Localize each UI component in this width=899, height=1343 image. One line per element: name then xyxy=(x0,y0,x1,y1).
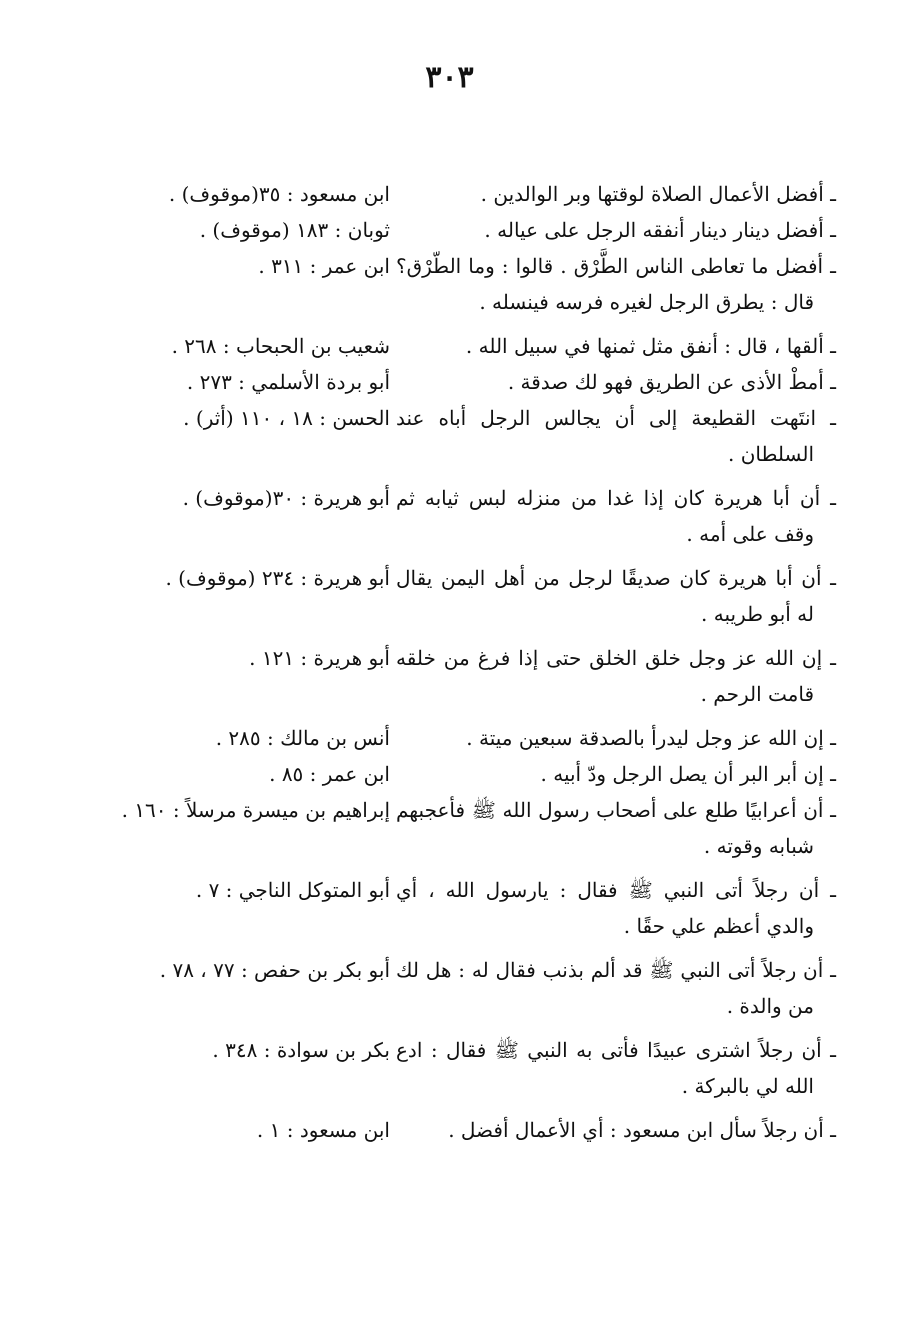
entry-text: ـ أن أبا هريرة كان إذا غدا من منزله لبس ثيابه ثم وقف على أمه . xyxy=(396,486,836,546)
entry-text: ـ أن أعرابيًا طلع على أصحاب رسول الله ﷺ فأعجبهم شبابه وقوته . xyxy=(396,798,836,858)
entry-source: أبو هريرة : ٣٠(موقوف) . xyxy=(182,486,390,510)
list-item xyxy=(90,248,836,328)
entry-source: أبو بكر بن حفص : ٧٧ ، ٧٨ . xyxy=(159,958,390,982)
list-item xyxy=(90,872,836,952)
entry-text: ـ أفضل الأعمال الصلاة لوقتها وبر الوالدين . xyxy=(480,182,836,206)
entry-text: ـ ألقها ، قال : أنفق مثل ثمنها في سبيل الله . xyxy=(465,334,836,358)
list-item xyxy=(90,364,836,400)
list-item xyxy=(90,640,836,720)
list-item xyxy=(90,1032,836,1112)
entry-source: أبو المتوكل الناجي : ٧ . xyxy=(195,878,390,902)
list-item xyxy=(90,480,836,560)
list-item xyxy=(90,952,836,1032)
entry-source: إبراهيم بن ميسرة مرسلاً : ١٦٠ . xyxy=(121,798,390,822)
entry-source: شعيب بن الحبحاب : ٢٦٨ . xyxy=(171,334,390,358)
entry-source: أبو هريرة : ١٢١ . xyxy=(249,646,390,670)
entry-source: أنس بن مالك : ٢٨٥ . xyxy=(215,726,390,750)
entry-text: ـ أمطْ الأذى عن الطريق فهو لك صدقة . xyxy=(507,370,836,394)
entry-text: ـ أفضل دينار دينار أنفقه الرجل على عياله . xyxy=(484,218,836,242)
list-item xyxy=(90,328,836,364)
entry-source: ثوبان : ١٨٣ (موقوف) . xyxy=(199,218,390,242)
page-number: ٣٠٣ xyxy=(425,60,474,95)
list-item xyxy=(90,176,836,212)
entry-text: ـ إن أبر البر أن يصل الرجل ودّ أبيه . xyxy=(540,762,836,786)
list-item xyxy=(90,720,836,756)
entry-source: الحسن : ١٨ ، ١١٠ (أثر) . xyxy=(183,406,390,430)
entry-source: ابن مسعود : ١ . xyxy=(256,1118,390,1142)
list-item xyxy=(90,560,836,640)
list-item xyxy=(90,212,836,248)
list-item xyxy=(90,1112,836,1148)
entry-text: ـ إن الله عز وجل ليدرأ بالصدقة سبعين ميتة . xyxy=(466,726,836,750)
entry-text: ـ إن الله عز وجل خلق الخلق حتى إذا فرغ من خلقه قامت الرحم . xyxy=(396,646,836,706)
entry-text: ـ أن رجلاً سأل ابن مسعود : أي الأعمال أفضل . xyxy=(448,1118,836,1142)
entry-text: ـ انتَهت القطيعة إلى أن يجالس الرجل أباه عند السلطان . xyxy=(396,406,836,466)
entry-source: بكر بن سوادة : ٣٤٨ . xyxy=(212,1038,390,1062)
entry-text: ـ أن رجلاً اشترى عبيدًا فأتى به النبي ﷺ فقال : ادع الله لي بالبركة . xyxy=(396,1038,836,1098)
entry-text: ـ أن رجلاً أتى النبي ﷺ فقال : يارسول الله ، أي والدي أعظم علي حقًا . xyxy=(396,878,836,938)
entry-source: أبو هريرة : ٢٣٤ (موقوف) . xyxy=(165,566,390,590)
entry-source: ابن عمر : ٨٥ . xyxy=(269,762,390,786)
entry-text: ـ أن أبا هريرة كان صديقًا لرجل من أهل اليمن يقال له أبو طريبه . xyxy=(396,566,836,626)
entry-source: أبو بردة الأسلمي : ٢٧٣ . xyxy=(186,370,390,394)
entry-source: ابن عمر : ٣١١ . xyxy=(258,254,390,278)
entry-text: ـ أن رجلاً أتى النبي ﷺ قد ألم بذنب فقال له : هل لك من والدة . xyxy=(396,958,836,1018)
list-item xyxy=(90,400,836,480)
list-item xyxy=(90,792,836,872)
entry-text: ـ أفضل ما تعاطى الناس الطَّرْق . قالوا : وما الطّرْق؟ قال : يطرق الرجل لغيره فرسه فينسله . xyxy=(396,254,836,314)
list-item xyxy=(90,756,836,792)
entry-source: ابن مسعود : ٣٥(موقوف) . xyxy=(168,182,390,206)
entries-list xyxy=(90,176,836,1148)
